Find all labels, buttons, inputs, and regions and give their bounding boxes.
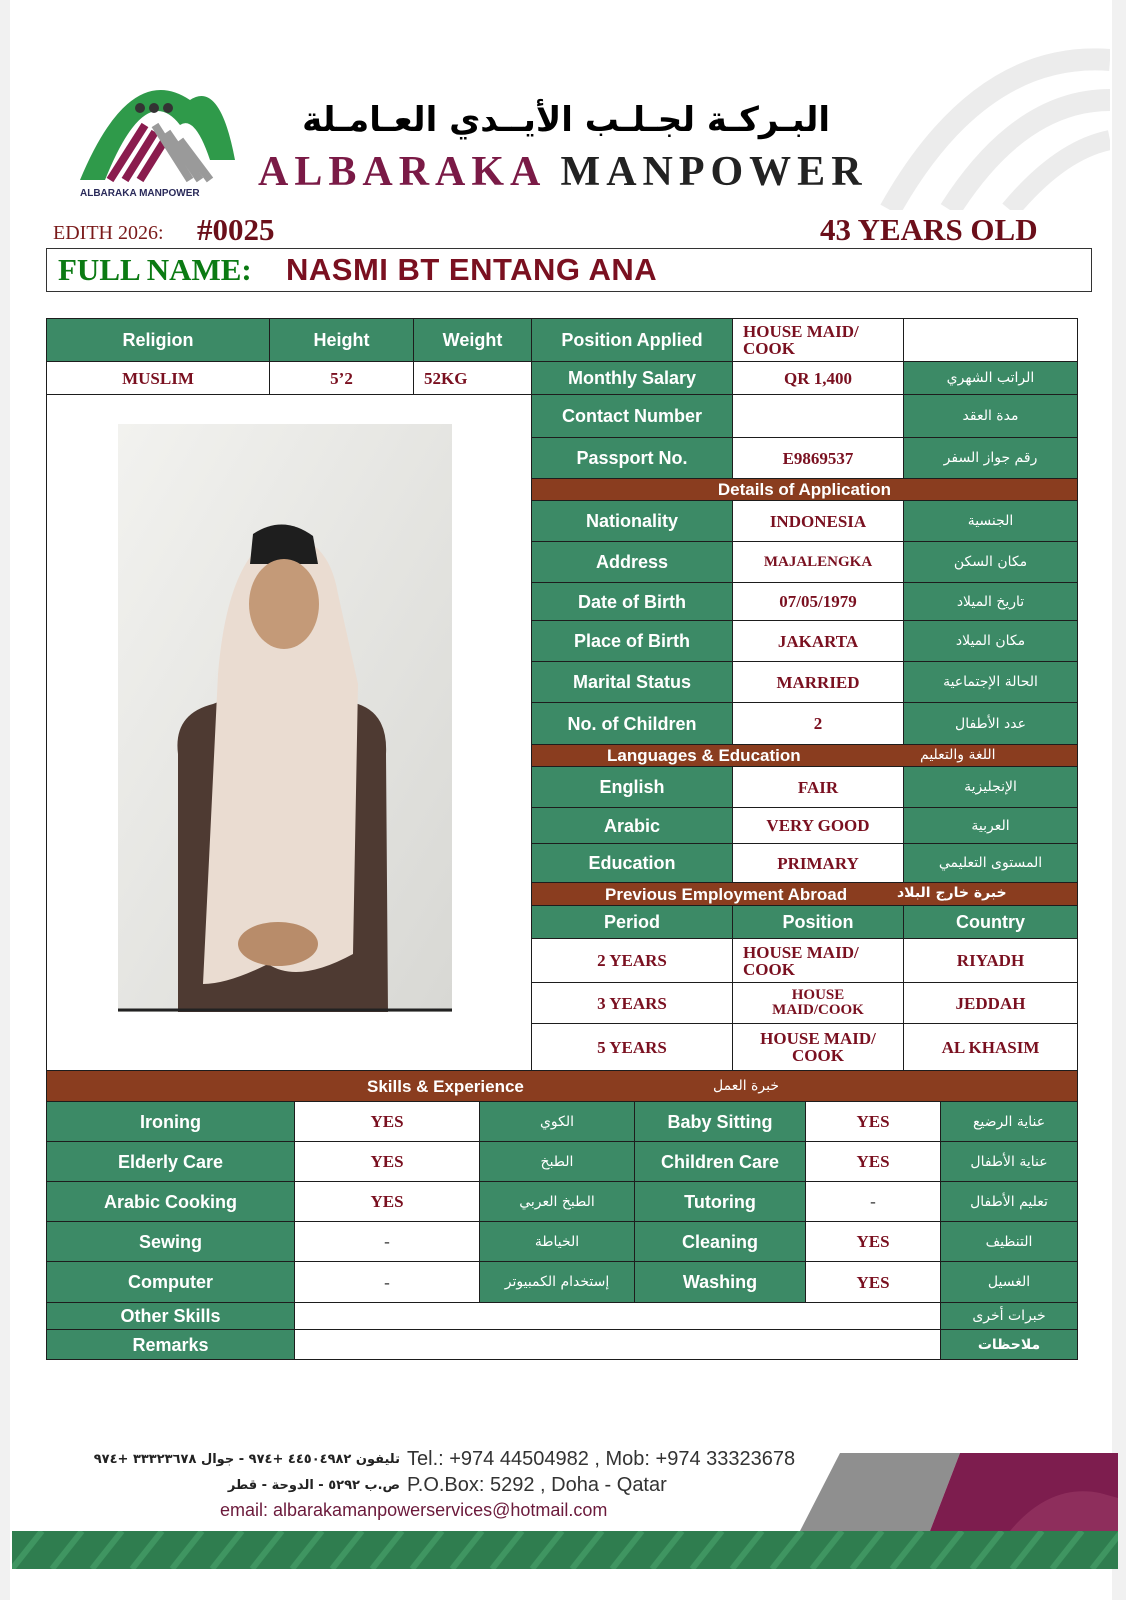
skill-right-label-1: Baby Sitting xyxy=(634,1101,806,1142)
skill-right-label-2: Children Care xyxy=(634,1141,806,1182)
other-skills-value xyxy=(294,1302,941,1330)
skill-left-label-5: Computer xyxy=(46,1261,295,1303)
weight-value: 52KG xyxy=(413,361,532,395)
skill-left-value-5: - xyxy=(294,1261,480,1303)
skill-right-value-2: YES xyxy=(805,1141,941,1182)
skill-left-label-3: Arabic Cooking xyxy=(46,1181,295,1222)
monthly-salary-value: QR 1,400 xyxy=(732,361,904,395)
position-applied-ar xyxy=(903,318,1078,362)
contact-number-value xyxy=(732,394,904,438)
watermark-arches xyxy=(860,40,1110,210)
monthly-salary-ar: الراتب الشهري xyxy=(903,361,1078,395)
skills-section-header xyxy=(46,1070,1078,1102)
marital-status-ar: الحالة الإجتماعية xyxy=(903,661,1078,703)
skill-left-value-4: - xyxy=(294,1221,480,1262)
skill-left-ar-1: الكوي xyxy=(479,1101,635,1142)
skill-right-ar-5: الغسيل xyxy=(940,1261,1078,1303)
employment-position-1: HOUSE MAID/ COOK xyxy=(732,938,904,983)
employment-title-ar: خبرة خارج البلاد xyxy=(897,885,1007,901)
dob-label: Date of Birth xyxy=(531,582,733,621)
children-ar: عدد الأطفال xyxy=(903,702,1078,745)
skill-right-ar-1: عناية الرضيع xyxy=(940,1101,1078,1142)
footer-po-box: P.O.Box: 5292 , Doha - Qatar xyxy=(407,1474,667,1496)
footer-email[interactable]: email: albarakamanpowerservices@hotmail.com xyxy=(220,1500,608,1520)
skill-right-label-3: Tutoring xyxy=(634,1181,806,1222)
skill-right-value-4: YES xyxy=(805,1221,941,1262)
logo-caption: ALBARAKA MANPOWER xyxy=(80,188,200,199)
employment-title: Previous Employment Abroad xyxy=(605,884,848,904)
footer-green-bar xyxy=(12,1531,1118,1569)
skill-left-ar-5: إستخدام الكمبيوتر xyxy=(479,1261,635,1303)
skill-left-ar-2: الطبخ xyxy=(479,1141,635,1182)
skill-right-ar-4: التنظيف xyxy=(940,1221,1078,1262)
footer-phone: Tel.: +974 44504982 , Mob: +974 33323678 xyxy=(407,1448,796,1470)
education-label: Education xyxy=(531,843,733,883)
dob-ar: تاريخ الميلاد xyxy=(903,582,1078,621)
skill-left-label-4: Sewing xyxy=(46,1221,295,1262)
english-label: English xyxy=(531,766,733,808)
other-skills-ar: خبرات أخرى xyxy=(940,1302,1078,1330)
contact-number-ar: مدة العقد xyxy=(903,394,1078,438)
period-header: Period xyxy=(531,905,733,939)
skill-left-ar-3: الطبخ العربي xyxy=(479,1181,635,1222)
skill-right-value-5: YES xyxy=(805,1261,941,1303)
arabic-ar: العربية xyxy=(903,807,1078,844)
languages-title: Languages & Education xyxy=(607,746,801,765)
employment-period-2: 3 YEARS xyxy=(531,982,733,1024)
applicant-photo xyxy=(118,424,452,1012)
marital-status-value: MARRIED xyxy=(732,661,904,703)
skill-right-label-4: Cleaning xyxy=(634,1221,806,1262)
passport-ar: رقم جواز السفر xyxy=(903,437,1078,479)
remarks-label: Remarks xyxy=(46,1329,295,1360)
nationality-label: Nationality xyxy=(531,500,733,542)
brand-en-part1: ALBARAKA xyxy=(258,149,545,195)
employment-country-3: AL KHASIM xyxy=(903,1023,1078,1071)
languages-section-header xyxy=(531,744,1078,767)
passport-value: E9869537 xyxy=(732,437,904,479)
languages-title-ar: اللغة والتعليم xyxy=(920,747,996,763)
footer-arabic-contact: تليفون ٤٤٥٠٤٩٨٢ +٩٧٤ - جوال ٣٣٣٢٣٦٧٨ +٩٧٤ xyxy=(93,1452,400,1467)
marital-status-label: Marital Status xyxy=(531,661,733,703)
full-name-label: FULL NAME: xyxy=(58,252,252,287)
nationality-value: INDONESIA xyxy=(732,500,904,542)
skill-right-value-3: - xyxy=(805,1181,941,1222)
children-label: No. of Children xyxy=(531,702,733,745)
education-ar: المستوى التعليمي xyxy=(903,843,1078,883)
remarks-ar: ملاحظات xyxy=(940,1329,1078,1360)
country-header: Country xyxy=(903,905,1078,939)
dob-value: 07/05/1979 xyxy=(732,582,904,621)
arabic-label: Arabic xyxy=(531,807,733,844)
edition-label: EDITH 2026: xyxy=(53,222,164,244)
pob-ar: مكان الميلاد xyxy=(903,620,1078,662)
brand-english xyxy=(258,148,868,196)
education-value: PRIMARY xyxy=(732,843,904,883)
page-frame-left xyxy=(0,0,10,1600)
brand-en-part2: MANPOWER xyxy=(560,149,868,195)
company-logo xyxy=(70,70,240,205)
employment-country-1: RIYADH xyxy=(903,938,1078,983)
skills-title: Skills & Experience xyxy=(367,1076,524,1096)
skill-left-label-2: Elderly Care xyxy=(46,1141,295,1182)
employment-country-2: JEDDAH xyxy=(903,982,1078,1024)
footer-decoration xyxy=(800,1453,1118,1531)
skill-right-label-5: Washing xyxy=(634,1261,806,1303)
remarks-value xyxy=(294,1329,941,1360)
passport-label: Passport No. xyxy=(531,437,733,479)
pob-label: Place of Birth xyxy=(531,620,733,662)
religion-header: Religion xyxy=(46,318,270,362)
page-frame-right xyxy=(1112,0,1126,1600)
english-ar: الإنجليزية xyxy=(903,766,1078,808)
monthly-salary-label: Monthly Salary xyxy=(531,361,733,395)
nationality-ar: الجنسية xyxy=(903,500,1078,542)
height-header: Height xyxy=(269,318,414,362)
details-section-header: Details of Application xyxy=(531,478,1078,501)
position-applied-value: HOUSE MAID/ COOK xyxy=(732,318,904,362)
contact-number-label: Contact Number xyxy=(531,394,733,438)
position-applied-label: Position Applied xyxy=(531,318,733,362)
address-label: Address xyxy=(531,541,733,583)
employment-position-2: HOUSE MAID/COOK xyxy=(732,982,904,1024)
skill-right-ar-2: عناية الأطفال xyxy=(940,1141,1078,1182)
reference-number: #0025 xyxy=(197,212,275,247)
skill-left-value-3: YES xyxy=(294,1181,480,1222)
weight-header: Weight xyxy=(413,318,532,362)
arabic-value: VERY GOOD xyxy=(732,807,904,844)
skill-left-ar-4: الخياطة xyxy=(479,1221,635,1262)
employment-position-3: HOUSE MAID/ COOK xyxy=(732,1023,904,1071)
other-skills-label: Other Skills xyxy=(46,1302,295,1330)
pob-value: JAKARTA xyxy=(732,620,904,662)
children-value: 2 xyxy=(732,702,904,745)
skill-right-value-1: YES xyxy=(805,1101,941,1142)
footer-arabic-address: ص.ب ٥٢٩٢ - الدوحة - قطر xyxy=(227,1478,400,1493)
skills-title-ar: خبرة العمل xyxy=(713,1078,779,1094)
height-value: 5’2 xyxy=(269,361,414,395)
brand-arabic: البـركـة لجـلـب الأيــدي العـامـلة xyxy=(302,100,830,140)
address-ar: مكان السكن xyxy=(903,541,1078,583)
address-value: MAJALENGKA xyxy=(732,541,904,583)
employment-period-3: 5 YEARS xyxy=(531,1023,733,1071)
position-header: Position xyxy=(732,905,904,939)
skill-left-value-2: YES xyxy=(294,1141,480,1182)
religion-value: MUSLIM xyxy=(46,361,270,395)
english-value: FAIR xyxy=(732,766,904,808)
age-label: 43 YEARS OLD xyxy=(820,212,1038,247)
employment-period-1: 2 YEARS xyxy=(531,938,733,983)
skill-left-value-1: YES xyxy=(294,1101,480,1142)
skill-right-ar-3: تعليم الأطفال xyxy=(940,1181,1078,1222)
full-name-value: NASMI BT ENTANG ANA xyxy=(286,252,658,287)
skill-left-label-1: Ironing xyxy=(46,1101,295,1142)
